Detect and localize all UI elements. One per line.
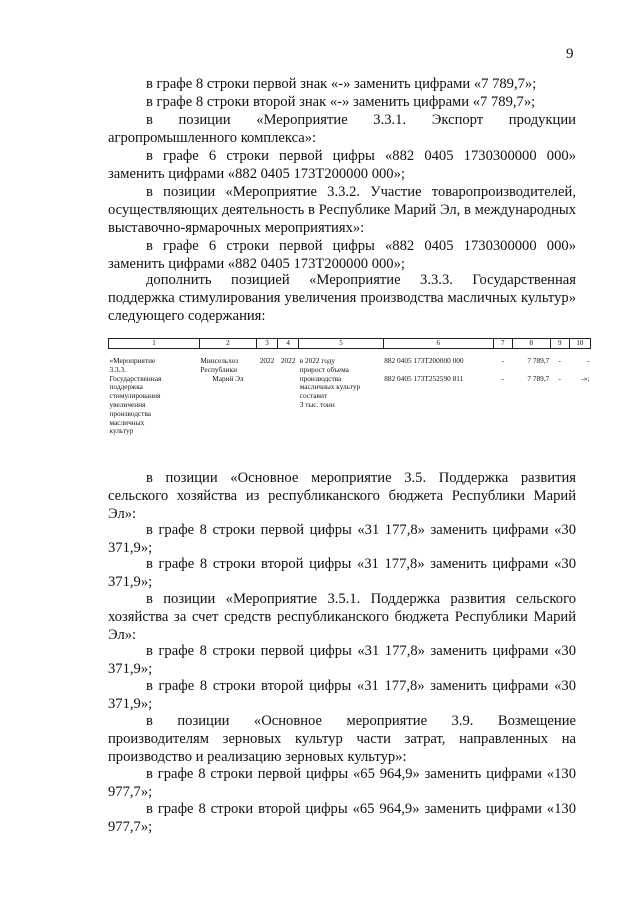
table-header-cell: 8 <box>512 339 550 349</box>
cell-line: -»; <box>581 373 590 383</box>
cell-start-year: 2022 <box>259 356 275 365</box>
paragraph: дополнить позицией «Мероприятие 3.3.3. Государственная поддержка стимулирования увеличения производства масличных культур» следующего содержания: <box>108 272 576 324</box>
paragraph: в графе 8 строки первой цифры «65 964,9» заменить цифрами «130 977,7»; <box>108 766 576 800</box>
cell-line: масличных культур <box>299 382 361 392</box>
cell-line: Государственная <box>109 373 162 383</box>
paragraph: в графе 8 строки второй цифры «31 177,8» заменить цифрами «30 371,9»; <box>108 678 576 712</box>
cell-line: - <box>558 356 561 365</box>
table-header-cell: 3 <box>256 339 277 349</box>
cell-line: увеличения <box>109 399 146 409</box>
cell-line: 882 0405 173T252590 811 <box>384 373 464 383</box>
table-header-cell: 10 <box>569 339 590 349</box>
cell-col10 <box>569 357 590 436</box>
table-header-cell: 5 <box>299 339 384 349</box>
cell-col8 <box>512 357 550 436</box>
paragraph: в графе 8 строки первой цифры «31 177,8» заменить цифрами «30 371,9»; <box>108 643 576 677</box>
paragraph: в графе 8 строки второй цифры «31 177,8» заменить цифрами «30 371,9»; <box>108 556 576 590</box>
cell-line: масличных <box>109 417 145 427</box>
cell-line: Республики <box>200 364 237 374</box>
cell-line: - <box>501 373 504 383</box>
cell-line: 3 тыс. тонн <box>299 399 335 409</box>
cell-line: - <box>587 356 590 365</box>
paragraph: в позиции «Мероприятие 3.3.1. Экспорт продукции агропромышленного комплекса»: <box>108 112 576 146</box>
page-number: 9 <box>566 46 574 62</box>
table-header-cell: 7 <box>493 339 512 349</box>
cell-line: 882 0405 173T200000 000 <box>384 356 464 365</box>
cell-executor <box>199 357 256 436</box>
cell-budget-code <box>383 357 493 436</box>
paragraph: в позиции «Мероприятие 3.3.2. Участие товаропроизводителей, осуществляющих деятельность в Республике Марий Эл, в международных выставочно-ярмарочных мероприятиях»: <box>108 184 576 236</box>
cell-line: культур <box>109 426 134 436</box>
cell-line: производства <box>299 373 342 383</box>
table-row <box>109 357 591 436</box>
paragraph: в графе 8 строки первой знак «-» заменить цифрами «7 789,7»; <box>146 76 537 92</box>
paragraph: в графе 6 строки первой цифры «882 0405 1730300000 000» заменить цифрами «882 0405 173T200000 000»; <box>108 148 576 182</box>
cell-line: Марий Эл <box>212 373 244 383</box>
cell-line: 7 789,7 <box>527 373 550 383</box>
table-header-cell: 2 <box>199 339 256 349</box>
cell-line: в 2022 году <box>299 356 336 365</box>
table-header-cell: 1 <box>109 339 200 349</box>
cell-line: составит <box>299 391 328 401</box>
cell-result <box>299 357 384 436</box>
cell-line: «Мероприятие <box>109 356 156 365</box>
cell-line: 3.3.3. <box>109 364 126 374</box>
table-header-cell: 6 <box>383 339 493 349</box>
paragraph: в позиции «Основное мероприятие 3.9. Возмещение производителям зерновых культур части затрат, направленных на производство и реализацию зерновых культур»: <box>108 713 576 765</box>
cell-line: 7 789,7 <box>527 356 550 365</box>
cell-measure-name <box>109 357 200 436</box>
paragraph: в позиции «Основное мероприятие 3.5. Поддержка развития сельского хозяйства из республиканского бюджета Республики Марий Эл»: <box>108 470 576 522</box>
table-header-cell: 9 <box>550 339 569 349</box>
paragraph: в графе 8 строки первой цифры «31 177,8» заменить цифрами «30 371,9»; <box>108 522 576 556</box>
cell-line: - <box>501 356 504 365</box>
cell-col7 <box>493 357 512 436</box>
cell-line: производства <box>109 408 152 418</box>
paragraph: в позиции «Мероприятие 3.5.1. Поддержка развития сельского хозяйства за счет средств республиканского бюджета Республики Марий Эл»: <box>108 591 576 643</box>
paragraph: в графе 8 строки второй знак «-» заменить цифрами «7 789,7»; <box>146 94 536 110</box>
table-header-row <box>109 339 591 349</box>
cell-end-year: 2022 <box>280 356 296 365</box>
paragraph: в графе 8 строки второй цифры «65 964,9» заменить цифрами «130 977,7»; <box>108 801 576 835</box>
insert-table <box>108 338 591 436</box>
cell-line: Минсельхоз <box>200 356 239 365</box>
paragraph: в графе 6 строки первой цифры «882 0405 1730300000 000» заменить цифрами «882 0405 173T200000 000»; <box>108 238 576 272</box>
cell-line: прирост объема <box>299 364 349 374</box>
cell-col9 <box>550 357 569 436</box>
cell-line: - <box>558 373 561 383</box>
cell-line: поддержка <box>109 382 143 392</box>
table-header-cell: 4 <box>278 339 299 349</box>
cell-line: стимулирования <box>109 391 161 401</box>
